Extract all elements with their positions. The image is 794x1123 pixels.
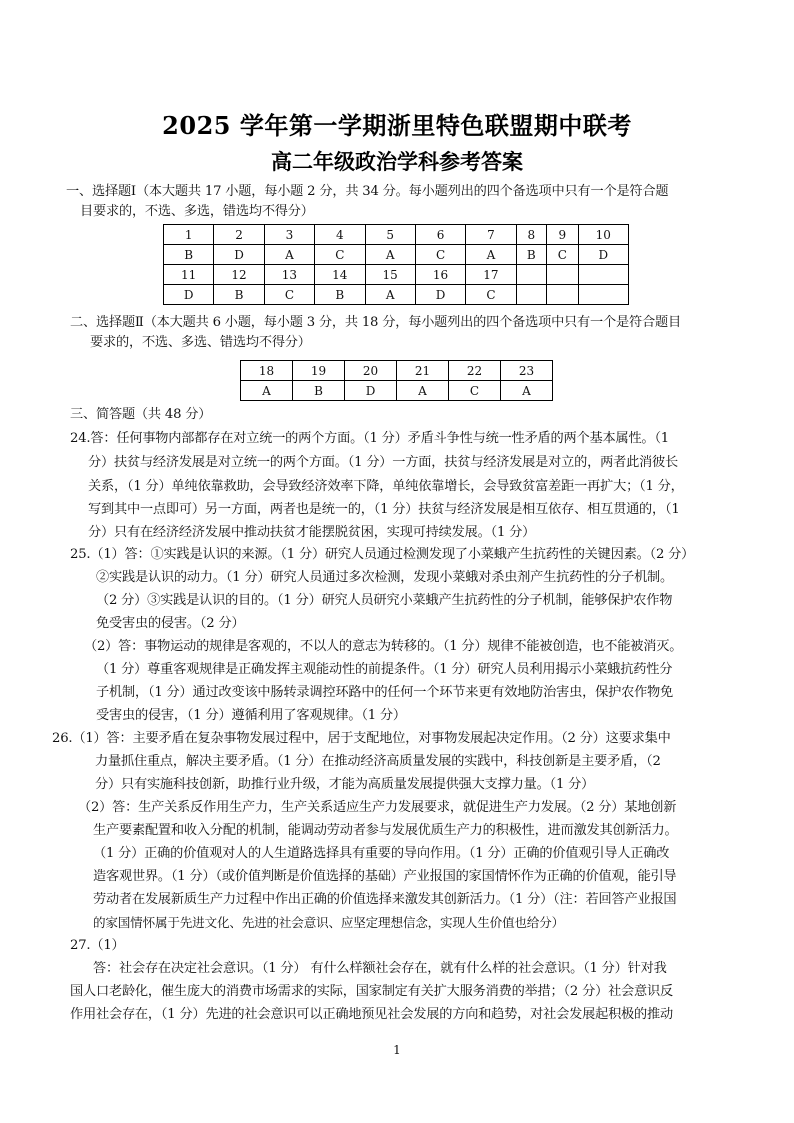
q26-line: （2）答：生产关系反作用生产力，生产关系适应生产力发展要求，就促进生产力发展。（2 分）某地创新 [78, 800, 677, 815]
table-cell: B [214, 285, 264, 305]
page-number: 1 [393, 1043, 401, 1057]
table-cell: 4 [315, 225, 365, 245]
q26-line: 生产要素配置和收入分配的机制，能调动劳动者参与发展优质生产力的积极性，进而激发其创新活力。 [93, 823, 678, 838]
table-cell: C [415, 245, 465, 265]
table-cell: C [466, 285, 516, 305]
table-row [241, 361, 553, 381]
table-cell: B [516, 245, 546, 265]
table-cell: 1 [164, 225, 214, 245]
table-cell: 2 [214, 225, 264, 245]
q24-line: 24.答：任何事物内部都存在对立统一的两个方面。（1 分）矛盾斗争性与统一性矛盾的两个基本属性。（1 [70, 431, 669, 446]
q26-line: 分）只有实施科技创新，助推行业升级，才能为高质量发展提供强大支撑力量。（1 分） [95, 777, 595, 792]
q25-line: 25.（1）答：①实践是认识的来源。（1 分）研究人员通过检测发现了小菜蛾产生抗药性的关键因素。（2 分） [70, 547, 695, 562]
q24-line: 分）扶贫与经济发展是对立统一的两个方面。（1 分）一方面，扶贫与经济发展是对立的，两者此消彼长 [88, 455, 679, 470]
table-cell: 3 [264, 225, 314, 245]
table-cell: A [397, 381, 449, 401]
table-cell: 21 [397, 361, 449, 381]
q24-line: 关系，（1 分）单纯依靠救助，会导致经济效率下降，单纯依靠增长，会导致贫富差距一再扩大；（1 分， [88, 479, 684, 494]
q27-line: 国人口老龄化，催生庞大的消费市场需求的实际，国家制定有关扩大服务消费的举措；（2 分）社会意识反 [70, 984, 674, 999]
table-cell: 14 [315, 265, 365, 285]
table-cell: 5 [365, 225, 415, 245]
q26-line: 力量抓住重点，解决主要矛盾。（1 分）在推动经济高质量发展的实践中，科技创新是主要矛盾，（2 [95, 754, 661, 769]
table-cell: B [164, 245, 214, 265]
q27-line: 27.（1） [70, 938, 125, 953]
q25-line: 受害虫的侵害，（1 分）遵循利用了客观规律。（1 分） [96, 708, 406, 723]
table-cell: 11 [164, 265, 214, 285]
table-cell: 7 [466, 225, 516, 245]
table-cell: A [241, 381, 293, 401]
section2-heading-cont: 要求的，不选、多选、错选均不得分） [90, 335, 311, 350]
table-cell [547, 285, 579, 305]
table-cell: C [547, 245, 579, 265]
table-row [164, 245, 629, 265]
section1-heading: 一、选择题Ⅰ（本大题共 17 小题，每小题 2 分，共 34 分。每小题列出的四个备选项中只有一个是符合题 [66, 184, 669, 199]
table-cell: 8 [516, 225, 546, 245]
table-cell: D [164, 285, 214, 305]
q25-line: （1 分）尊重客观规律是正确发挥主观能动性的前提条件。（1 分）研究人员利用揭示小菜蛾抗药性分 [96, 662, 673, 677]
table-row [241, 381, 553, 401]
q25-line: ②实践是认识的动力。（1 分）研究人员通过多次检测，发现小菜蛾对杀虫剂产生抗药性的分子机制。 [96, 570, 674, 585]
table-cell: A [365, 245, 415, 265]
document-title: 2025 学年第一学期浙里特色联盟期中联考 [162, 111, 632, 140]
table-cell: 9 [547, 225, 579, 245]
table-cell: A [264, 245, 314, 265]
table-cell: C [264, 285, 314, 305]
q25-line: 免受害虫的侵害。（2 分） [96, 616, 245, 631]
table-cell: C [449, 381, 501, 401]
section2-heading: 二、选择题Ⅱ（本大题共 6 小题，每小题 3 分，共 18 分，每小题列出的四个备选项中只有一个是符合题目 [70, 315, 681, 330]
q25-line: （2）答：事物运动的规律是客观的，不以人的意志为转移的。（1 分）规律不能被创造，也不能被消灭。 [84, 639, 683, 654]
table-cell: 12 [214, 265, 264, 285]
q26-line: 26.（1）答：主要矛盾在复杂事物发展过程中，居于支配地位，对事物发展起决定作用。（2 分）这要求集中 [52, 731, 671, 746]
q24-line: 分）只有在经济经济发展中推动扶贫才能摆脱贫困，实现可持续发展。（1 分） [88, 525, 536, 540]
section1-heading-cont: 目要求的，不选、多选，错选均不得分） [80, 204, 314, 219]
table-cell: 23 [501, 361, 553, 381]
table-cell: D [578, 245, 628, 265]
q25-line: 子机制，（1 分）通过改变该中肠转录调控环路中的任何一个环节来更有效地防治害虫，保护农作物免 [96, 685, 674, 700]
document-subtitle: 高二年级政治学科参考答案 [271, 149, 523, 174]
table-row [164, 285, 629, 305]
table-row [164, 225, 629, 245]
q27-line: 作用社会存在，（1 分）先进的社会意识可以正确地预见社会发展的方向和趋势，对社会发展起积极的推动 [70, 1007, 674, 1022]
table-cell [578, 265, 628, 285]
q24-line: 写到其中一点即可）另一方面，两者也是统一的，（1 分）扶贫与经济发展是相互依存、相互贯通的，（1 [88, 502, 680, 517]
table-cell: 17 [466, 265, 516, 285]
q25-line: （2 分）③实践是认识的目的。（1 分）研究人员研究小菜蛾产生抗药性的分子机制，能够保护农作物 [96, 593, 673, 608]
table-cell: D [214, 245, 264, 265]
table-cell: A [365, 285, 415, 305]
table-cell [516, 285, 546, 305]
table-cell: 10 [578, 225, 628, 245]
q26-line: （1 分）正确的价值观对人的人生道路选择具有重要的导向作用。（1 分）正确的价值观引导人正确改 [93, 846, 670, 861]
table-cell: 20 [345, 361, 397, 381]
table-cell: 22 [449, 361, 501, 381]
q26-line: 造客观世界。（1 分）（或价值判断是价值选择的基础）产业报国的家国情怀作为正确的价值观，能引导 [93, 869, 677, 884]
table-cell [547, 265, 579, 285]
table-cell: 13 [264, 265, 314, 285]
table-cell: 6 [415, 225, 465, 245]
table-cell: C [315, 245, 365, 265]
q27-line: 答：社会存在决定社会意识。（1 分） 有什么样额社会存在，就有什么样的社会意识。（1 分）针对我 [93, 961, 667, 976]
table-cell: D [415, 285, 465, 305]
table-cell: 19 [293, 361, 345, 381]
table-row [164, 265, 629, 285]
table-cell: A [466, 245, 516, 265]
table-cell: 15 [365, 265, 415, 285]
q26-note: 的家国情怀属于先进文化、先进的社会意识、应坚定理想信念，实现人生价值也给分） [93, 915, 564, 930]
table-cell [516, 265, 546, 285]
table-cell: 18 [241, 361, 293, 381]
table-cell: B [315, 285, 365, 305]
answer-table-1 [163, 224, 629, 305]
section3-heading: 三、简答题（共 48 分） [70, 407, 212, 422]
table-cell: 16 [415, 265, 465, 285]
table-cell: D [345, 381, 397, 401]
q26-line: 劳动者在发展新质生产力过程中作出正确的价值选择来激发其创新活力。（1 分）（注：若回答产业报国 [93, 892, 677, 907]
table-cell: B [293, 381, 345, 401]
answer-table-2 [240, 360, 553, 401]
table-cell: A [501, 381, 553, 401]
table-cell [578, 285, 628, 305]
